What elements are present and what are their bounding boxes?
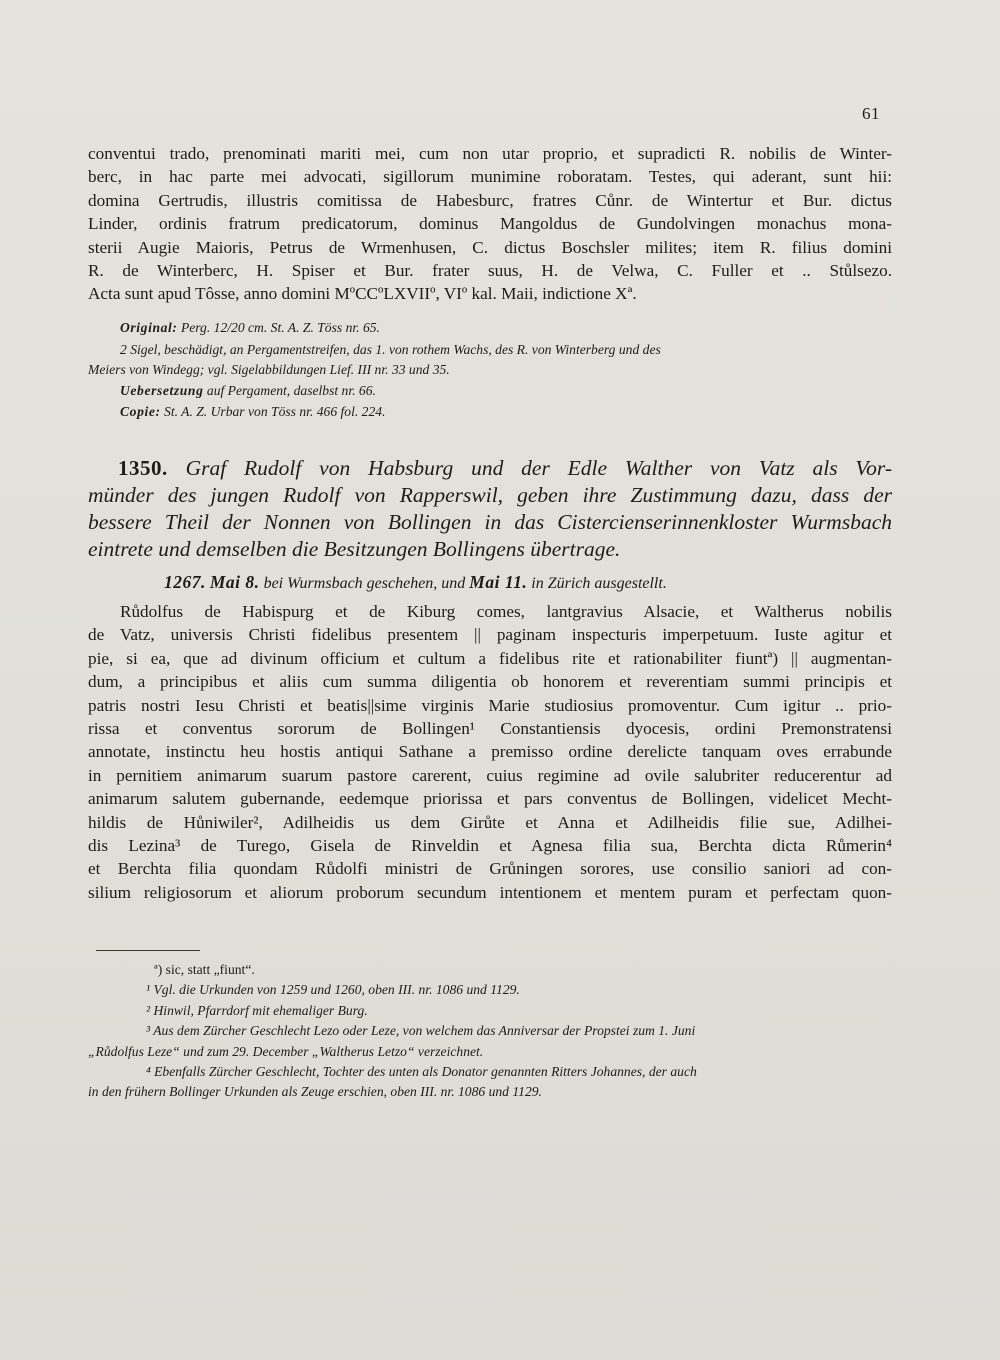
seal-note-continued: Meiers von Windegg; vgl. Sigelabbildungen Lief. III nr. 33 und 35. — [88, 362, 450, 377]
heading-text: Graf Rudolf von Habsburg und der Edle Walther von Vatz als Vor- — [185, 456, 892, 480]
footnote-3: ³ Aus dem Zürcher Geschlecht Lezo oder Leze, von welchem das Anniversar der Propstei zum 1. Juni — [146, 1023, 696, 1039]
note-label: Original: — [120, 320, 178, 335]
text-line: et Berchta filia quondam Růdolfi ministri de Grůningen sorores, use consilio saniori ad con- — [88, 859, 892, 879]
date-year: 1267. — [164, 572, 206, 592]
date-day-2: Mai 11. — [469, 572, 528, 592]
text-line: dum, a principibus et aliis cum summa diligentia ob honorem et reverentiam summi principis et — [88, 672, 892, 692]
text-line: animarum salutem gubernande, eedemque priorissa et pars conventus de Bollingen, videlicet Mecht- — [88, 789, 892, 809]
text-line: domina Gertrudis, illustris comitissa de Habesburc, fratres Cůnr. de Wintertur et Bur. dictus — [88, 190, 892, 210]
translation-note — [88, 381, 892, 401]
footnotes — [88, 960, 892, 1103]
text-line: dis Lezina³ de Turego, Gisela de Rinveldin et Agnesa filia sua, Berchta dicta Růmerin⁴ — [88, 835, 892, 855]
footnote-divider — [96, 950, 200, 951]
date-line — [88, 570, 892, 594]
heading-line — [88, 455, 892, 482]
text-line: rissa et conventus sororum de Bollingen¹ Constantiensis dyocesis, ordini Premonstratensi — [88, 718, 892, 738]
heading-line: eintrete und demselben die Besitzungen Bollingens übertrage. — [88, 537, 621, 561]
text-line: patris nostri Iesu Christi et beatis||sime virginis Marie studiosius promoventur. Cum igitur .. prio- — [88, 695, 892, 715]
footnote-4-continued: in den frühern Bollinger Urkunden als Zeuge erschien, oben III. nr. 1086 und 1129. — [88, 1084, 542, 1100]
original-note — [88, 318, 892, 338]
text-line: pie, si ea, que ad divinum officium et cultum a fidelibus rite et rationabiliter fiuntª) || augmentan- — [88, 648, 892, 668]
note-label: Uebersetzung — [120, 383, 204, 398]
document-body — [88, 600, 892, 904]
text-line: annotate, instinctu heu hostis antiqui Sathane a premisso ordine derelicte tanquam oves errabunde — [88, 742, 892, 762]
note-text: St. A. Z. Urbar von Töss nr. 466 fol. 224. — [164, 404, 386, 419]
seal-note: 2 Sigel, beschädigt, an Pergamentstreifen, das 1. von rothem Wachs, des R. von Winterberg und des — [120, 342, 661, 357]
footnote-a: ª) sic, statt „fiunt“. — [154, 962, 255, 977]
footnote-1: ¹ Vgl. die Urkunden von 1259 und 1260, oben III. nr. 1086 und 1129. — [146, 982, 520, 998]
date-day-1: Mai 8. — [209, 572, 260, 592]
text-line: sterii Augie Maioris, Petrus de Wrmenhusen, C. dictus Boschsler milites; item R. filius domini — [88, 237, 892, 257]
document-heading — [88, 455, 892, 563]
text-line: in pernitiem animarum suarum pastore carerent, cuius regimine ad ovile salubriter reducerentur ad — [88, 765, 892, 785]
date-line-content — [88, 570, 892, 594]
heading-line: münder des jungen Rudolf von Rapperswil, geben ihre Zustimmung dazu, dass der — [88, 483, 892, 507]
footnote-2: ² Hinwil, Pfarrdorf mit ehemaliger Burg. — [146, 1002, 368, 1018]
note-text: auf Pergament, daselbst nr. 66. — [206, 383, 376, 398]
text-line: R. de Winterberc, H. Spiser et Bur. frater suus, H. de Velwa, C. Fuller et .. Stůlsezo. — [88, 260, 892, 280]
text-line: de Vatz, universis Christi fidelibus presentem || paginam inspecturis imperpetuum. Iuste agitur et — [88, 625, 892, 645]
text-line: silium religiosorum et aliorum proborum secundum intentionem et mentem puram et perfectam quon- — [88, 882, 892, 902]
text-line: Linder, ordinis fratrum predicatorum, dominus Mangoldus de Gundolvingen monachus mona- — [88, 214, 892, 234]
text-line: Acta sunt apud Tôsse, anno domini MºCCºLXVIIº, VIº kal. Maii, indictione Xª. — [88, 284, 637, 304]
text-line: Růdolfus de Habispurg et de Kiburg comes, lantgravius Alsacie, et Waltherus nobilis — [120, 602, 892, 621]
page-number: 61 — [862, 104, 880, 123]
footnote-4: ⁴ Ebenfalls Zürcher Geschlecht, Tochter des unten als Donator genannten Ritters Johannes, der auch — [146, 1063, 697, 1079]
note-text: Perg. 12/20 cm. St. A. Z. Töss nr. 65. — [180, 320, 380, 335]
date-place-1: bei Wurmsbach geschehen, und — [263, 575, 466, 592]
text-line: conventui trado, prenominati mariti mei, cum non utar proprio, et supradicti R. nobilis de Winter- — [88, 144, 892, 163]
carry-over-text — [88, 142, 892, 306]
copy-note — [88, 402, 892, 422]
note-label: Copie: — [120, 404, 161, 419]
text-line: hildis de Hůniwiler², Adilheidis us dem Girůte et Anna et Adilheidis filie sue, Adilhei- — [88, 812, 892, 832]
footnote-3-continued: „Růdolfus Leze“ und zum 29. December „Waltherus Letzo“ verzeichnet. — [88, 1043, 484, 1059]
archival-notes — [88, 318, 892, 422]
date-place-2: in Zürich ausgestellt. — [531, 575, 667, 592]
text-line: berc, in hac parte mei advocati, sigillorum munimine roboratam. Testes, qui aderant, sunt hii: — [88, 167, 892, 187]
document-number: 1350. — [118, 456, 168, 480]
heading-line: bessere Theil der Nonnen von Bollingen in das Cistercienserinnenkloster Wurmsbach — [88, 510, 892, 534]
